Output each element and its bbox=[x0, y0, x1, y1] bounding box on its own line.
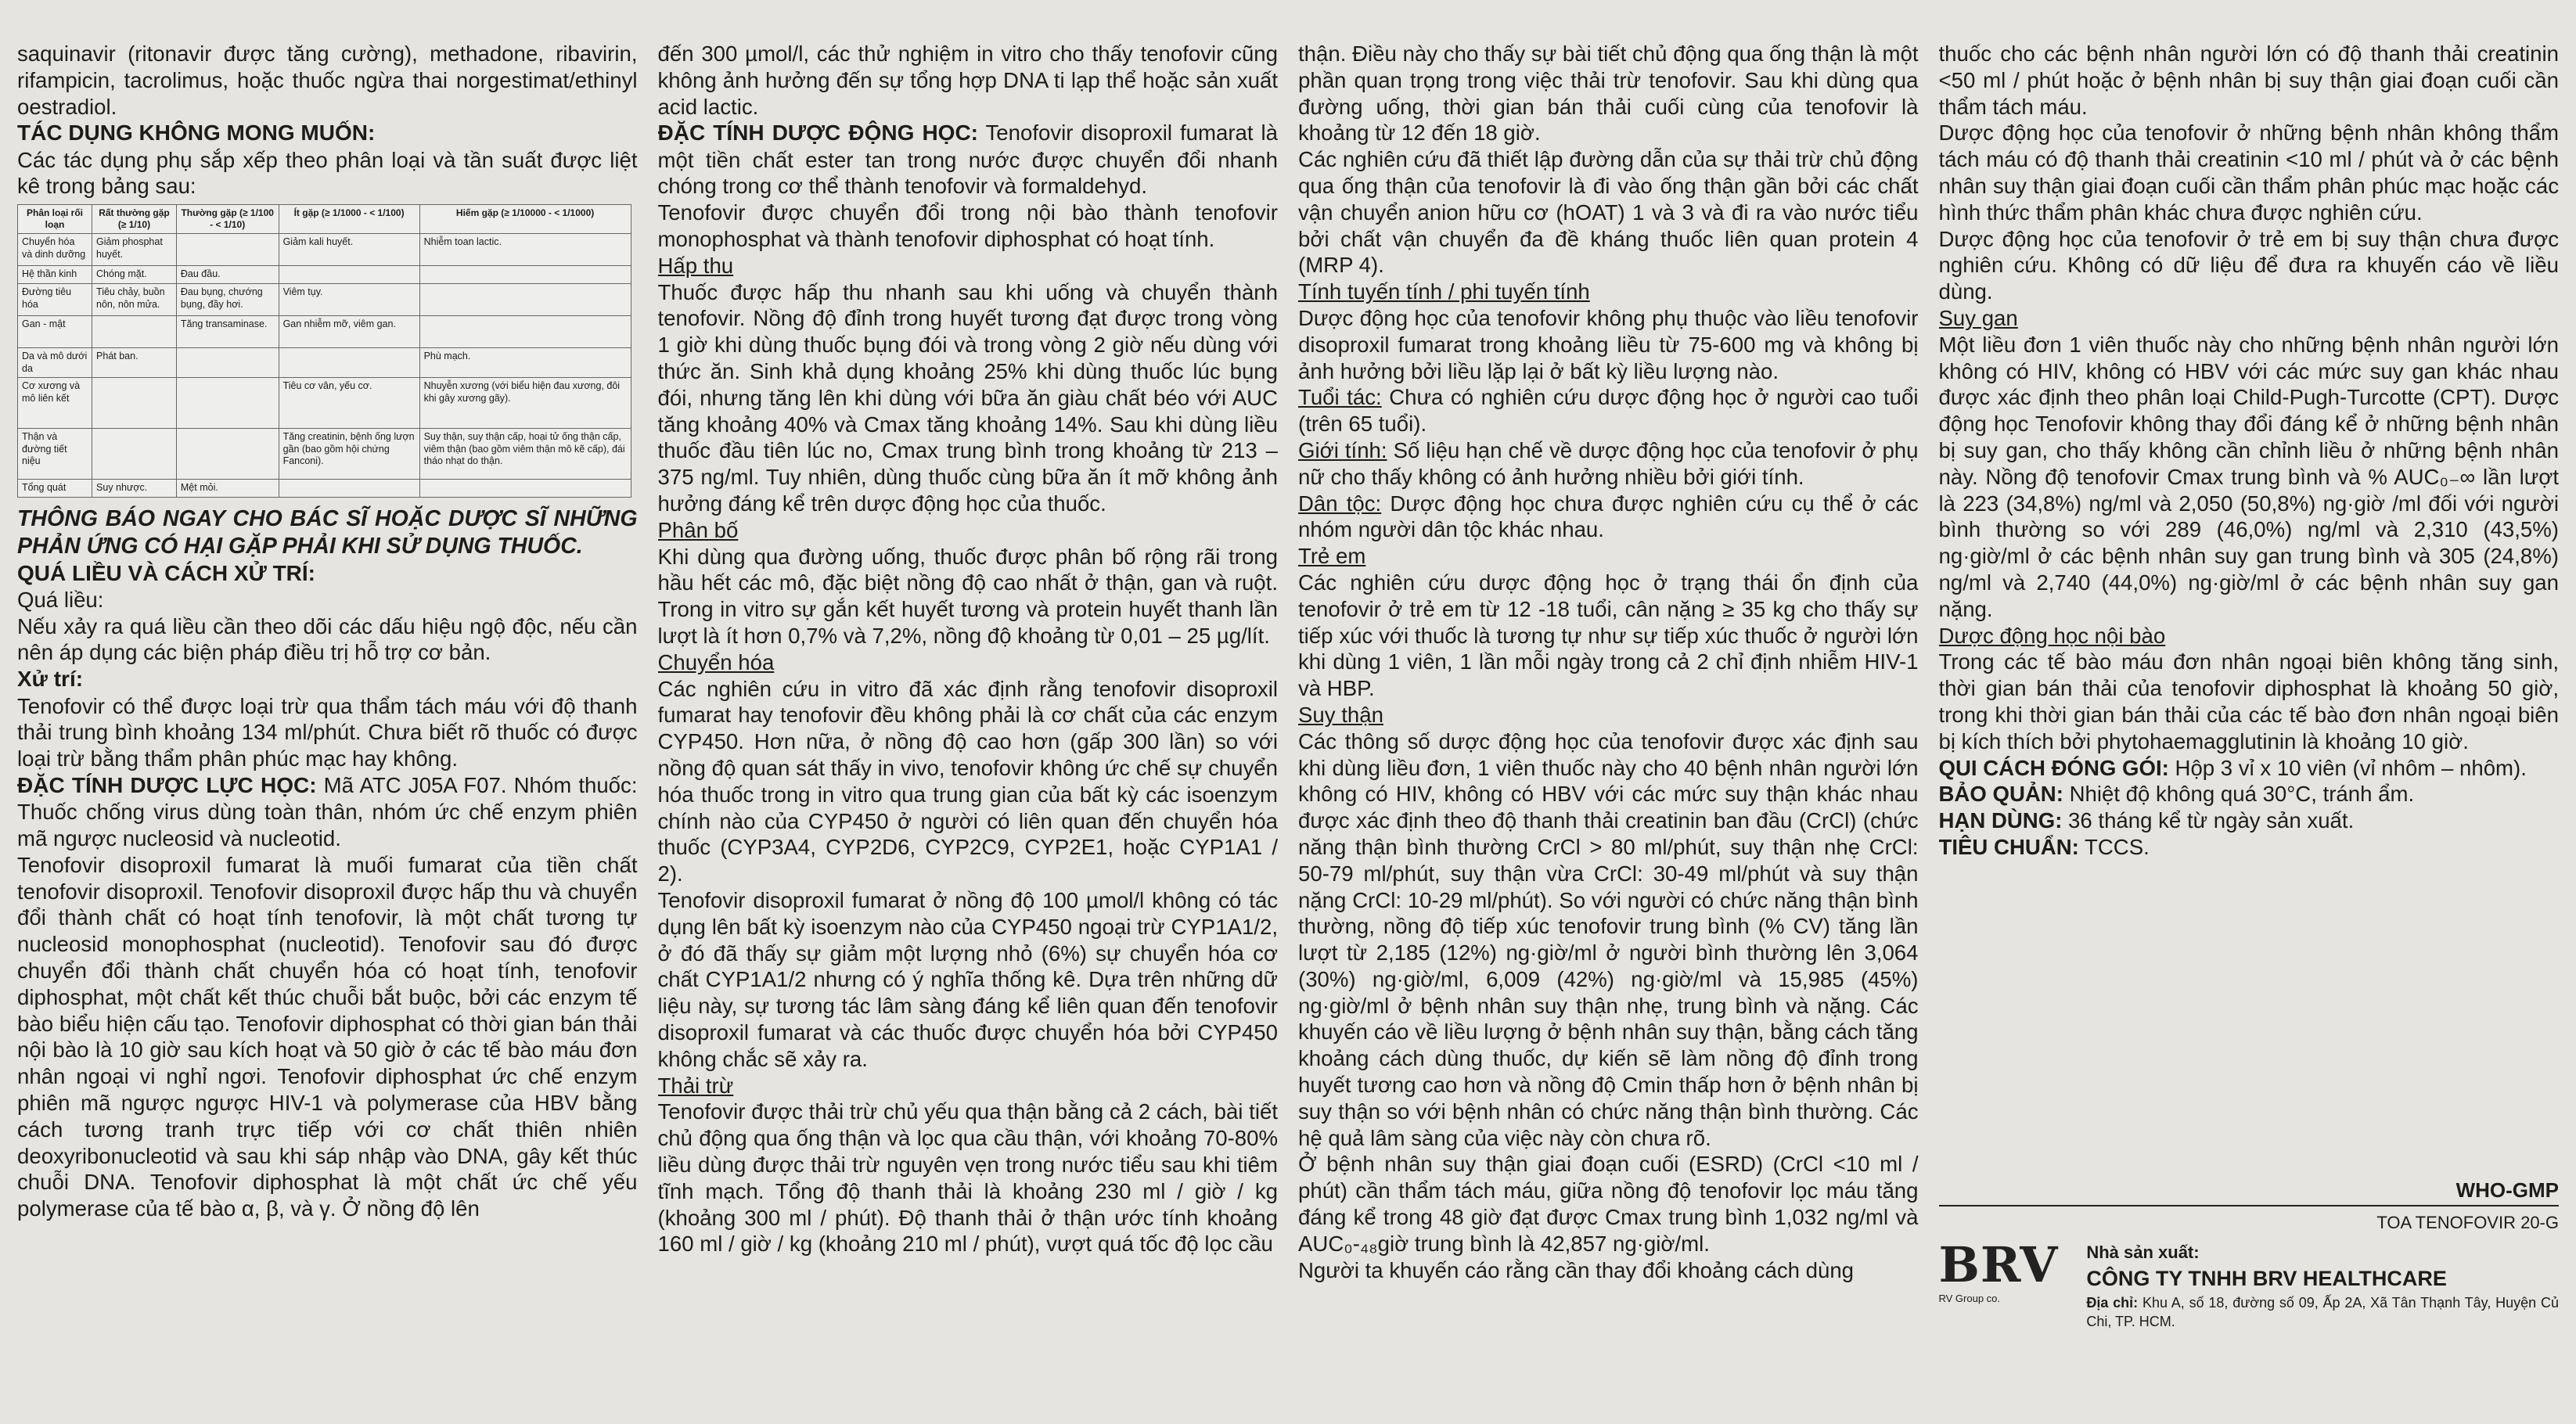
column-3 bbox=[1298, 41, 1919, 1408]
paragraph-renal-tail: thuốc cho các bệnh nhân người lớn có độ thanh thải creatinin <50 ml / phút hoặc ở bệnh nhân bị suy thận giai đoạn cuối cần thẩm tách máu. bbox=[1938, 41, 2559, 119]
table-cell: Suy thận, suy thận cấp, hoại tử ống thận cấp, viêm thận (bao gồm viêm thận mô kẽ cấp), đái tháo nhạt do thận. bbox=[419, 429, 631, 480]
table-cell bbox=[176, 429, 279, 480]
manufacturer-label: Nhà sản xuất: bbox=[2086, 1242, 2200, 1263]
table-row bbox=[18, 315, 631, 347]
label-standard: TIÊU CHUẨN: bbox=[1938, 834, 2079, 859]
table-cell bbox=[419, 315, 631, 347]
paragraph-pharmacodynamics: Tenofovir disoproxil fumarat là muối fumarat của tiền chất tenofovir disoproxil. Tenofovir disoproxil được hấp thu và chuyển đổi thành chất có hoạt tính tenofovir, là một chất tương tự nucleosid monophosphat (nucleotid). Tenofovir sau đó được chuyển đổi thành chất chuyển hóa có hoạt tính, tenofovir diphosphat, một chất kết thúc chuỗi bắt buộc, bởi các enzym tế bào biểu hiện cấu tạo. Tenofovir diphosphat có thời gian bán thải nội bào là 10 giờ sau kích hoạt và 50 giờ ở các tế bào máu đơn nhân ngoại vi nghỉ ngơi. Tenofovir diphosphat ức chế enzym phiên mã ngược ngược HIV-1 và polymerase của HBV bằng cách tương tranh trực tiếp với cơ chất thiên nhiên deoxyribonucleotid và sau khi sáp nhập vào DNA, gây kết thúc chuỗi DNA. Tenofovir diphosphat là một chất ức chế yếu polymerase của tế bào α, β, và γ. Ở nồng độ lên bbox=[17, 852, 638, 1221]
heading-side-effects: TÁC DỤNG KHÔNG MONG MUỐN: bbox=[17, 120, 376, 146]
paragraph-hepatic: Một liều đơn 1 viên thuốc này cho những bệnh nhân người lớn không có HIV, không có HBV với các mức suy gan khác nhau được xác định theo phân loại Child-Pugh-Turcotte (CPT). Dược động học Tenofovir không thay đổi đáng kể ở những bệnh nhân bị suy gan, cho thấy không cần chỉnh liều ở những bệnh nhân này. Nồng độ tenofovir Cmax trung bình và % AUC₀₋∞ lần lượt là 223 (34,8%) ng/ml và 2,050 (50,8%) ng·giờ /ml đối với người bình thường so với 289 (46,0%) ng/ml và 2,310 (43,5%) ng·giờ/ml ở các bệnh nhân suy gan trung bình và 305 (24,8%) ng/ml và 2,740 (44,0%) ng·giờ/ml ở các bệnh nhân suy gan nặng. bbox=[1938, 332, 2559, 621]
table-cell: Chóng mặt. bbox=[92, 266, 177, 284]
table-cell: Tiêu chảy, buồn nôn, nôn mửa. bbox=[92, 283, 177, 315]
table-header-row bbox=[18, 205, 631, 234]
table-cell bbox=[92, 378, 177, 429]
label-expiry: HẠN DÙNG: bbox=[1938, 808, 2063, 833]
heading-renal-impairment: Suy thận bbox=[1298, 702, 1383, 727]
table-row bbox=[18, 266, 631, 284]
age-text: Chưa có nghiên cứu dược động học ở người cao tuổi (trên 65 tuổi). bbox=[1298, 385, 1919, 437]
table-cell: Thận và đường tiết niệu bbox=[18, 429, 92, 480]
table-row bbox=[18, 283, 631, 315]
expiry-text: 36 tháng kể từ ngày sản xuất. bbox=[2062, 808, 2355, 833]
address-text: Khu A, số 18, đường số 09, Ấp 2A, Xã Tân Thạnh Tây, Huyện Củ Chi, TP. HCM. bbox=[2086, 1294, 2559, 1329]
table-cell: Mệt mỏi. bbox=[176, 480, 279, 498]
table-cell bbox=[419, 266, 631, 284]
paragraph-storage bbox=[1939, 781, 2560, 807]
table-cell: Viêm tụy. bbox=[279, 283, 419, 315]
table-cell: Nhiễm toan lactic. bbox=[419, 234, 631, 266]
brv-logo bbox=[1938, 1236, 2059, 1305]
blank-space bbox=[1939, 861, 2560, 1174]
table-cell: Da và mô dưới da bbox=[18, 347, 92, 377]
heading-pharmacodynamics: ĐẶC TÍNH DƯỢC LỰC HỌC: bbox=[17, 772, 317, 797]
divider bbox=[1939, 1205, 2560, 1206]
heading-children: Trẻ em bbox=[1298, 544, 1366, 569]
column-4 bbox=[1939, 41, 2560, 1408]
table-cell: Đau bụng, chướng bụng, đầy hơi. bbox=[176, 283, 279, 315]
table-header-cell: Rất thường gặp (≥ 1/10) bbox=[92, 205, 177, 234]
ethnicity-text: Dược động học chưa được nghiên cứu cụ thể ở các nhóm người dân tộc khác nhau. bbox=[1298, 491, 1919, 542]
heading-notify-doctor: THÔNG BÁO NGAY CHO BÁC SĨ HOẶC DƯỢC SĨ NHỮNG PHẢN ỨNG CÓ HẠI GẶP PHẢI KHI SỬ DỤNG THUỐC. bbox=[17, 505, 638, 559]
paragraph-intracellular-pk: Trong các tế bào máu đơn nhân ngoại biên không tăng sinh, thời gian bán thải của tenofovir diphosphat là khoảng 50 giờ, trong khi thời gian bán thải của các tế bào đơn nhân ngoại biên bị kích thích bởi phytohaemagglutinin là khoảng 10 giờ. bbox=[1938, 649, 2559, 753]
table-cell bbox=[92, 315, 177, 347]
paragraph-packaging bbox=[1939, 755, 2560, 782]
label-storage: BẢO QUẢN: bbox=[1938, 782, 2063, 807]
logo-mark: BRV bbox=[1938, 1236, 2059, 1294]
heading-elimination: Thải trừ bbox=[657, 1073, 734, 1098]
table-cell bbox=[419, 480, 631, 498]
paragraph-standard bbox=[1939, 834, 2560, 861]
manufacturer-block bbox=[1938, 1236, 2560, 1331]
logo-subtitle: RV Group co. bbox=[1938, 1293, 2001, 1305]
table-cell: Đường tiêu hóa bbox=[18, 283, 92, 315]
table-cell: Gan nhiễm mỡ, viêm gan. bbox=[279, 315, 419, 347]
heading-metabolism: Chuyển hóa bbox=[657, 649, 775, 674]
table-cell: Tổng quát bbox=[18, 480, 92, 498]
table-cell: Giảm phosphat huyết. bbox=[92, 234, 177, 266]
table-cell bbox=[176, 378, 279, 429]
table-cell: Suy nhược. bbox=[92, 480, 177, 498]
table-cell bbox=[176, 234, 279, 266]
paragraph-expiry bbox=[1939, 807, 2560, 834]
table-row bbox=[18, 429, 631, 480]
table-row bbox=[18, 347, 631, 377]
paragraph-absorption: Thuốc được hấp thu nhanh sau khi uống và chuyển thành tenofovir. Nồng độ đỉnh trong huyết tương đạt được trong vòng 1 giờ khi dùng thuốc bụng đói và trong vòng 2 giờ nếu dùng với thức ăn. Sinh khả dụng khoảng 25% khi dùng thuốc lúc bụng đói, nhưng tăng lên khi dùng với bữa ăn giàu chất béo với AUC tăng khoảng 40% và Cmax tăng khoảng 14%. Sau khi dùng liều thuốc đầu tiên lúc no, Cmax trung bình trong khoảng từ 213 – 375 ng/ml. Tuy nhiên, dùng thuốc cùng bữa ăn ít mỡ không ảnh hưởng đáng kể trên dược động học của thuốc. bbox=[657, 279, 1278, 516]
pk-text: Tenofovir disoproxil fumarat là một tiền chất ester tan trong nước được chuyển đổi nhanh chóng trong cơ thể thành tenofovir và formaldehyd. bbox=[657, 120, 1278, 199]
heading-hepatic-impairment: Suy gan bbox=[1938, 305, 2018, 330]
table-header-cell: Thường gặp (≥ 1/100 - < 1/10) bbox=[176, 205, 279, 234]
table-cell: Tăng transaminase. bbox=[176, 315, 279, 347]
adverse-effects-table bbox=[17, 204, 631, 498]
paragraph-pharmacodynamics-intro bbox=[17, 772, 638, 852]
table-cell bbox=[279, 347, 419, 377]
paragraph-metabolism-2: Tenofovir disoproxil fumarat ở nồng độ 100 µmol/l không có tác dụng lên bất kỳ isoenzym nào của CYP450 ngoại trừ CYP1A1/2, ở đó đã thấy sự giảm một lượng nhỏ (6%) sự chuyển hóa cơ chất CYP1A1/2 nhưng có ý nghĩa thống kê. Dựa trên những dữ liệu này, sự tương tác lâm sàng đáng kể liên quan đến tenofovir disoproxil fumarat và các thuốc được chuyển hóa bởi CYP450 không chắc sẽ xảy ra. bbox=[657, 888, 1278, 1071]
heading-absorption: Hấp thu bbox=[657, 253, 734, 278]
paragraph-metabolism-1: Các nghiên cứu in vitro đã xác định rằng tenofovir disoproxil fumarat hay tenofovir đều không phải là cơ chất của các enzym CYP450. Hơn nữa, ở nồng độ cao hơn (gấp 300 lần) so với nồng độ quan sát thấy in vivo, tenofovir không ức chế sự chuyển hóa thuốc trong in vitro qua trung gian của bất kỳ các isoenzym chính nào của CYP450 ở người có liên quan đến chuyển hóa thuốc (CYP3A4, CYP2D6, CYP2C9, CYP2E1, hoặc CYP1A1 / 2). bbox=[657, 676, 1278, 886]
table-cell: Tiêu cơ vân, yếu cơ. bbox=[279, 378, 419, 429]
manufacturer-info bbox=[2086, 1241, 2559, 1331]
table-cell: Tăng creatinin, bệnh ống lượn gần (bao gồm hội chứng Fanconi). bbox=[279, 429, 419, 480]
paragraph-pk-conversion: Tenofovir được chuyển đổi trong nội bào thành tenofovir monophosphat và thành tenofovir diphosphat có hoạt tính. bbox=[657, 200, 1278, 252]
paragraph-ethnicity bbox=[1298, 491, 1919, 544]
manufacturer-name: CÔNG TY TNHH BRV HEALTHCARE bbox=[2086, 1267, 2447, 1291]
table-cell bbox=[92, 429, 177, 480]
column-2 bbox=[658, 41, 1279, 1408]
packaging-text: Hộp 3 vỉ x 10 viên (vỉ nhôm – nhôm). bbox=[2168, 755, 2527, 780]
address-label: Địa chỉ: bbox=[2086, 1294, 2139, 1311]
table-cell bbox=[419, 283, 631, 315]
paragraph-renal-children: Dược động học của tenofovir ở trẻ em bị suy thận chưa được nghiên cứu. Không có dữ liệu để đưa ra khuyến cáo về liều dùng. bbox=[1938, 226, 2559, 304]
document-code: TOA TENOFOVIR 20-G bbox=[2376, 1212, 2559, 1232]
paragraph-pk-intro bbox=[658, 120, 1279, 200]
label-ethnicity: Dân tộc: bbox=[1298, 491, 1382, 516]
table-cell: Giảm kali huyết. bbox=[279, 234, 419, 266]
table-cell: Nhuyễn xương (với biểu hiện đau xương, đôi khi gây xương gãy). bbox=[419, 378, 631, 429]
table-cell: Đau đầu. bbox=[176, 266, 279, 284]
paragraph-interactions-tail: saquinavir (ritonavir được tăng cường), methadone, ribavirin, rifampicin, tacrolimus, hoặc thuốc ngừa thai norgestimat/ethinyl oestradiol. bbox=[17, 41, 638, 119]
table-cell bbox=[279, 266, 419, 284]
paragraph-renal-1: Các thông số dược động học của tenofovir được xác định sau khi dùng liều đơn, 1 viên thuốc này cho 40 bệnh nhân người lớn không có HIV, không có HBV với các mức suy thận khác nhau được xác định theo độ thanh thải creatinin ban đầu (CrCl) (chức năng thận bình thường CrCl > 80 ml/phút, suy thận nhẹ CrCl: 50-79 ml/phút, suy thận vừa CrCl: 30-49 ml/phút và suy thận nặng CrCl: 10-29 ml/phút). So với người có chức năng thận bình thường, nồng độ tiếp xúc tenofovir trung bình (% CV) tăng lần lượt từ 2,185 (12%) ng·giờ/ml ở người bình thường lên 3,064 (30%) ng·giờ/ml, 6,009 (42%) ng·giờ/ml và 15,985 (45%) ng·giờ/ml ở bệnh nhân suy thận nhẹ, trung bình và nặng. Các khuyến cáo về liều lượng ở bệnh nhân suy thận, bằng cách tăng khoảng cách dùng thuốc, dự kiến sẽ làm nồng độ đỉnh trong huyết tương cao hơn và nồng độ Cmin thấp hơn ở bệnh nhân bị suy thận so với bệnh nhân có chức năng thận bình thường. Các hệ quả lâm sàng của việc này còn chưa rõ. bbox=[1298, 728, 1919, 1150]
paragraph-distribution: Khi dùng qua đường uống, thuốc được phân bố rộng rãi trong hầu hết các mô, đặc biệt nồng độ cao nhất ở thận, gan và ruột. Trong in vitro sự gắn kết huyết tương và protein huyết thanh lần lượt là ít hơn 0,7% và 7,2%, nồng độ khoảng từ 0,01 – 25 µg/lít. bbox=[657, 544, 1278, 649]
column-1 bbox=[17, 41, 638, 1408]
paragraph-renal-3: Người ta khuyến cáo rằng cần thay đổi khoảng cách dùng bbox=[1298, 1257, 1855, 1282]
paragraph-renal-2: Ở bệnh nhân suy thận giai đoạn cuối (ESRD) (CrCl <10 ml / phút) cần thẩm tách máu, giữa nồng độ tenofovir lọc máu tăng đáng kể trong 48 giờ đạt được Cmax trung bình 1,032 ng/ml và AUC₀-₄₈giờ trung bình là 42,857 ng·giờ/ml. bbox=[1298, 1152, 1919, 1256]
table-row bbox=[18, 480, 631, 498]
gender-text: Số liệu hạn chế về dược động học của tenofovir ở phụ nữ cho thấy không có ảnh hưởng nhiều bởi giới tính. bbox=[1298, 437, 1919, 489]
paragraph-secretion-pathway: Các nghiên cứu đã thiết lập đường dẫn của sự thải trừ chủ động qua ống thận của tenofovir là đi vào ống thận gần bởi các chất vận chuyển anion hữu cơ (hOAT) 1 và 3 và đi ra vào nước tiểu bởi chất vận chuyển đa đề kháng thuốc liên quan protein 4 (MRP 4). bbox=[1298, 147, 1919, 278]
heading-distribution: Phân bố bbox=[657, 517, 739, 542]
paragraph-linearity: Dược động học của tenofovir không phụ thuộc vào liều tenofovir disoproxil fumarat trong khoảng liều từ 75-600 mg và không bị ảnh hưởng bởi liều lặp lại ở bất kỳ liều lượng nào. bbox=[1298, 305, 1919, 383]
table-cell: Gan - mật bbox=[18, 315, 92, 347]
paragraph-elimination: Tenofovir được thải trừ chủ yếu qua thận bằng cả 2 cách, bài tiết chủ động qua ống thận và lọc qua cầu thận, với khoảng 70-80% liều dùng được thải trừ nguyên vẹn trong nước tiểu sau khi tiêm tĩnh mạch. Tổng độ thanh thải là khoảng 230 ml / giờ / kg (khoảng 300 ml / phút). Độ thanh thải ở thận ước tính khoảng 160 ml / giờ / kg (khoảng 210 ml / phút), vượt quá tốc độ lọc cầu bbox=[657, 1099, 1278, 1257]
subheading-overdose: Quá liều: bbox=[17, 587, 104, 612]
table-cell: Phù mạch. bbox=[419, 347, 631, 377]
table-header-cell: Ít gặp (≥ 1/1000 - < 1/100) bbox=[279, 205, 419, 234]
table-header-cell: Phân loại rối loạn bbox=[18, 205, 92, 234]
paragraph-overdose: Nếu xảy ra quá liều cần theo dõi các dấu hiệu ngộ độc, nếu cần nên áp dụng các biện pháp điều trị hỗ trợ cơ bản. bbox=[17, 613, 638, 665]
standard-text: TCCS. bbox=[2078, 834, 2150, 859]
heading-treatment: Xử trí: bbox=[17, 667, 84, 692]
table-row bbox=[18, 234, 631, 266]
paragraph-treatment: Tenofovir có thể được loại trừ qua thẩm tách máu với độ thanh thải trung bình khoảng 134 ml/phút. Chưa biết rõ thuốc có được loại trừ bằng thẩm phân phúc mạc hay không. bbox=[17, 693, 638, 771]
table-cell: Hệ thần kinh bbox=[18, 266, 92, 284]
label-gender: Giới tính: bbox=[1298, 437, 1387, 462]
heading-intracellular-pk: Dược động học nội bào bbox=[1938, 623, 2166, 648]
label-age: Tuổi tác: bbox=[1298, 385, 1382, 410]
heading-overdose: QUÁ LIỀU VÀ CÁCH XỬ TRÍ: bbox=[17, 560, 316, 585]
table-cell: Chuyển hóa và dinh dưỡng bbox=[18, 234, 92, 266]
paragraph-elimination-tail: thận. Điều này cho thấy sự bài tiết chủ động qua ống thận là một phần quan trọng trong việc thải trừ tenofovir. Sau khi dùng qua đường uống, thời gian bán thải cuối cùng của tenofovir là khoảng từ 12 đến 18 giờ. bbox=[1298, 41, 1919, 146]
heading-pharmacokinetics: ĐẶC TÍNH DƯỢC ĐỘNG HỌC: bbox=[657, 120, 978, 146]
table-cell bbox=[176, 347, 279, 377]
paragraph-renal-dialysis: Dược động học của tenofovir ở những bệnh nhân không thẩm tách máu có độ thanh thải creatinin <10 ml / phút và ở các bệnh nhân suy thận giai đoạn cuối cần thẩm phân phúc mạc hoặc các hình thức thẩm phân khác chưa được nghiên cứu. bbox=[1938, 120, 2559, 225]
table-cell: Phát ban. bbox=[92, 347, 177, 377]
table-cell bbox=[279, 480, 419, 498]
heading-linearity: Tính tuyến tính / phi tuyến tính bbox=[1298, 279, 1590, 304]
who-gmp-label: WHO-GMP bbox=[2455, 1178, 2559, 1202]
table-header-cell: Hiếm gặp (≥ 1/10000 - < 1/1000) bbox=[419, 205, 631, 234]
paragraph-pharmacodynamics-tail: đến 300 µmol/l, các thử nghiệm in vitro cho thấy tenofovir cũng không ảnh hưởng đến sự tổng hợp DNA ti lạp thể hoặc sản xuất acid lactic. bbox=[657, 41, 1278, 119]
storage-text: Nhiệt độ không quá 30°C, tránh ẩm. bbox=[2063, 782, 2415, 807]
paragraph-children: Các nghiên cứu dược động học ở trạng thái ổn định của tenofovir ở trẻ em từ 12 -18 tuổi, cân nặng ≥ 35 kg cho thấy sự tiếp xúc với thuốc là tương tự như sự tiếp xúc thuốc ở người lớn khi dùng 1 viên, 1 lần mỗi ngày trong cả 2 chỉ định nhiễm HIV-1 và HBP. bbox=[1298, 570, 1919, 701]
label-packaging: QUI CÁCH ĐÓNG GÓI: bbox=[1938, 755, 2169, 780]
paragraph-age bbox=[1298, 384, 1919, 437]
manufacturer-address bbox=[2086, 1293, 2559, 1332]
table-row bbox=[18, 378, 631, 429]
paragraph-side-effects: Các tác dụng phụ sắp xếp theo phân loại và tần suất được liệt kê trong bảng sau: bbox=[17, 147, 638, 199]
paragraph-gender bbox=[1298, 437, 1919, 491]
pharmacodynamics-text: Mã ATC J05A F07. Nhóm thuốc: Thuốc chống virus dùng toàn thân, nhóm ức chế enzym phiên mã ngược nucleosid và nucleotid. bbox=[17, 772, 638, 851]
table-cell: Cơ xương và mô liên kết bbox=[18, 378, 92, 429]
